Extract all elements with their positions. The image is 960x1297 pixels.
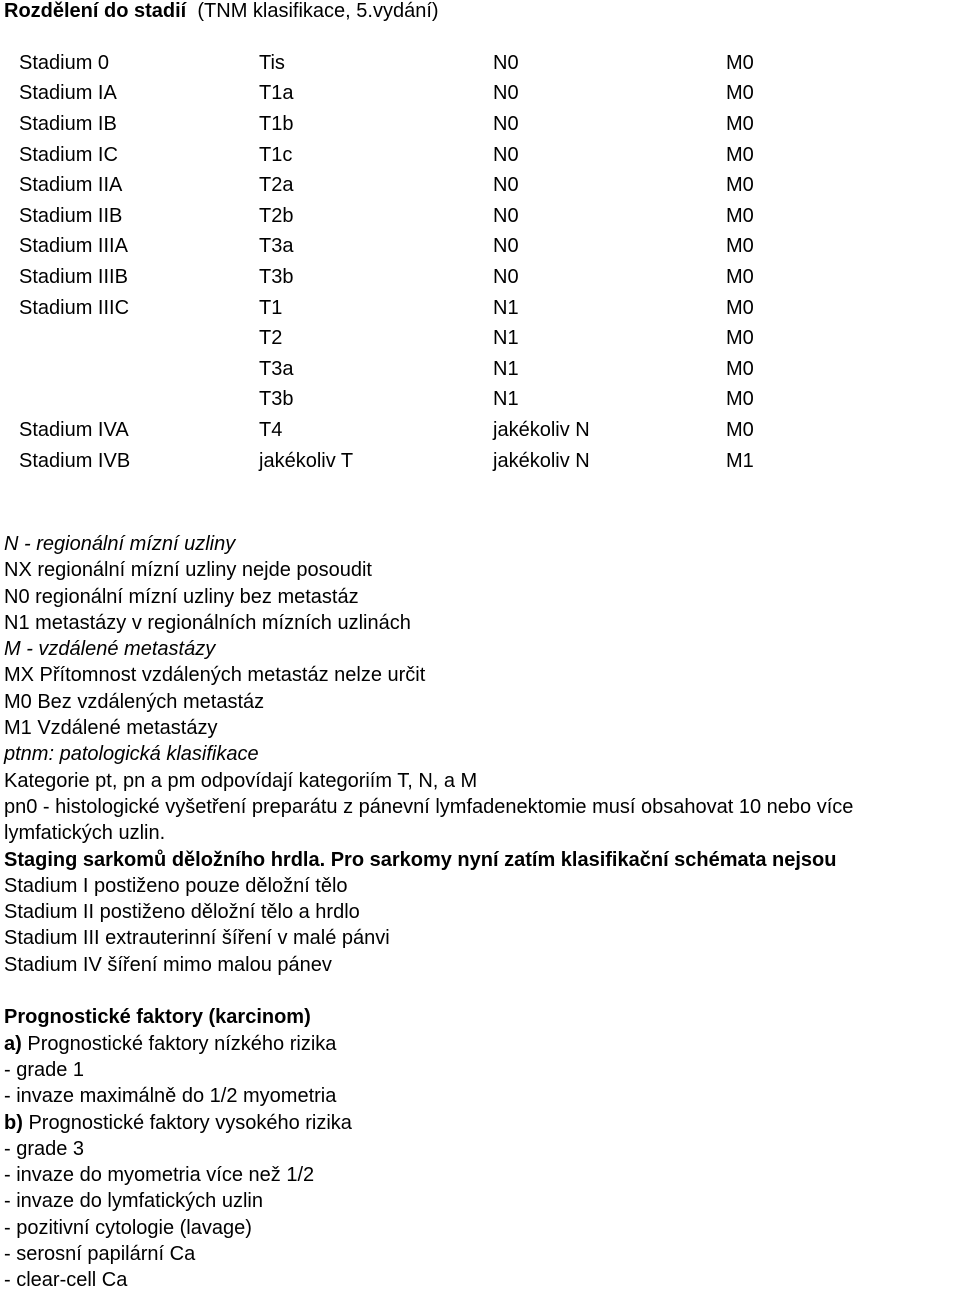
nx-definition: NX regionální mízní uzliny nejde posoudit xyxy=(4,559,372,582)
high-risk-item: - serosní papilární Ca xyxy=(4,1243,196,1266)
high-risk-item: - clear-cell Ca xyxy=(4,1269,128,1292)
t-category-cell: T2 xyxy=(259,327,283,350)
n-title: N - regionální mízní uzliny xyxy=(4,533,236,555)
table-row xyxy=(19,140,786,171)
table-row xyxy=(19,262,786,293)
stage-name-cell: Stadium 0 xyxy=(19,51,110,74)
n1-definition: N1 metastázy v regionálních mízních uzlinách xyxy=(4,611,411,634)
sarcoma-stage: Stadium IV šíření mimo malou pánev xyxy=(4,953,332,976)
ptnm-categories: Kategorie pt, pn a pm odpovídají kategoriím T, N, a M xyxy=(4,769,478,792)
stage-name-cell: Stadium IIIC xyxy=(19,296,130,319)
t-category-cell: T2b xyxy=(259,204,294,227)
table-row xyxy=(19,232,786,263)
n-category-cell: N1 xyxy=(493,296,519,319)
t-category-cell: T1 xyxy=(259,296,283,319)
high-risk-item: - pozitivní cytologie (lavage) xyxy=(4,1216,252,1239)
n-category-cell: N1 xyxy=(493,327,519,350)
n0-definition: N0 regionální mízní uzliny bez metastáz xyxy=(4,585,359,608)
m-category-cell: M0 xyxy=(726,388,754,411)
m-category-cell: M1 xyxy=(726,449,754,472)
t-category-cell: jakékoliv T xyxy=(259,449,354,472)
stage-name-cell: Stadium IVB xyxy=(19,449,131,472)
t-category-cell: T1a xyxy=(259,82,294,105)
m0-definition: M0 Bez vzdálených metastáz xyxy=(4,690,265,713)
m-category-cell: M0 xyxy=(726,204,754,227)
stage-name-cell: Stadium IA xyxy=(19,82,117,105)
t-category-cell: T2a xyxy=(259,174,294,197)
high-risk-heading xyxy=(4,1110,956,1136)
m1-definition: M1 Vzdálené metastázy xyxy=(4,717,218,740)
stage-name-cell: Stadium IIB xyxy=(19,204,123,227)
n-category-cell: jakékoliv N xyxy=(493,449,590,472)
table-row xyxy=(19,385,786,416)
low-risk-item: - invaze maximálně do 1/2 myometria xyxy=(4,1085,337,1108)
t-category-cell: T1b xyxy=(259,112,294,135)
table-row xyxy=(19,446,786,477)
t-category-cell: T3b xyxy=(259,265,294,288)
n-category-cell: N0 xyxy=(493,174,519,197)
sarcoma-stage: Stadium II postiženo děložní tělo a hrdlo xyxy=(4,901,360,924)
stage-name-cell xyxy=(19,354,259,385)
spacer xyxy=(4,978,956,1004)
heading-subtitle: (TNM klasifikace, 5.vydání) xyxy=(197,0,439,22)
n-category-cell: N0 xyxy=(493,235,519,258)
stage-name-cell: Stadium IC xyxy=(19,143,118,166)
n-category-cell: N0 xyxy=(493,82,519,105)
staging-table xyxy=(19,48,786,476)
n-category-cell: N0 xyxy=(493,112,519,135)
m-category-cell: M0 xyxy=(726,51,754,74)
stage-name-cell xyxy=(19,323,259,354)
m-category-cell: M0 xyxy=(726,112,754,135)
sarcoma-stage: Stadium III extrauterinní šíření v malé pánvi xyxy=(4,927,390,950)
t-category-cell: T4 xyxy=(259,418,283,441)
stage-name-cell: Stadium IIA xyxy=(19,174,123,197)
m-category-cell: M0 xyxy=(726,82,754,105)
n-category-cell: N0 xyxy=(493,143,519,166)
mx-definition: MX Přítomnost vzdálených metastáz nelze určit xyxy=(4,664,426,687)
n-category-cell: N0 xyxy=(493,204,519,227)
prognostic-title: Prognostické faktory (karcinom) xyxy=(4,1006,311,1029)
t-category-cell: Tis xyxy=(259,51,285,74)
n-category-cell: jakékoliv N xyxy=(493,418,590,441)
table-row xyxy=(19,323,786,354)
n-category-cell: N0 xyxy=(493,51,519,74)
page-heading xyxy=(4,0,439,23)
m-category-cell: M0 xyxy=(726,265,754,288)
high-risk-item: - grade 3 xyxy=(4,1137,85,1160)
sarcoma-heading: Staging sarkomů děložního hrdla. Pro sarkomy nyní zatím klasifikační schémata nejsou xyxy=(4,848,837,871)
table-row xyxy=(19,354,786,385)
n-category-cell: N0 xyxy=(493,265,519,288)
t-category-cell: T3b xyxy=(259,388,294,411)
notes-section xyxy=(4,531,956,1294)
table-row xyxy=(19,170,786,201)
high-risk-label: Prognostické faktory vysokého rizika xyxy=(28,1111,352,1134)
high-risk-marker: b) xyxy=(4,1111,23,1134)
table-row xyxy=(19,293,786,324)
stage-name-cell xyxy=(19,385,259,416)
ptnm-title: ptnm: patologická klasifikace xyxy=(4,743,259,766)
table-row xyxy=(19,48,786,79)
stage-name-cell: Stadium IIIB xyxy=(19,265,128,288)
high-risk-item: - invaze do lymfatických uzlin xyxy=(4,1190,263,1213)
stage-name-cell: Stadium IVA xyxy=(19,418,129,441)
m-category-cell: M0 xyxy=(726,418,754,441)
t-category-cell: T3a xyxy=(259,357,294,380)
high-risk-item: - invaze do myometria více než 1/2 xyxy=(4,1164,315,1187)
m-category-cell: M0 xyxy=(726,174,754,197)
pn0-definition: pn0 - histologické vyšetření preparátu z pánevní lymfadenektomie musí obsahovat 10 nebo více lymfatických uzlin. xyxy=(4,795,854,845)
t-category-cell: T3a xyxy=(259,235,294,258)
low-risk-marker: a) xyxy=(4,1032,22,1055)
m-category-cell: M0 xyxy=(726,296,754,319)
n-category-cell: N1 xyxy=(493,388,519,411)
stage-name-cell: Stadium IB xyxy=(19,112,117,135)
table-row xyxy=(19,201,786,232)
low-risk-item: - grade 1 xyxy=(4,1058,85,1081)
table-row xyxy=(19,79,786,110)
m-title: M - vzdálené metastázy xyxy=(4,638,216,661)
m-category-cell: M0 xyxy=(726,327,754,350)
n-category-cell: N1 xyxy=(493,357,519,380)
low-risk-label: Prognostické faktory nízkého rizika xyxy=(27,1032,337,1055)
m-category-cell: M0 xyxy=(726,357,754,380)
m-category-cell: M0 xyxy=(726,143,754,166)
sarcoma-stage: Stadium I postiženo pouze děložní tělo xyxy=(4,874,348,897)
heading-title: Rozdělení do stadií xyxy=(4,0,187,22)
m-category-cell: M0 xyxy=(726,235,754,258)
table-row xyxy=(19,415,786,446)
table-row xyxy=(19,109,786,140)
stage-name-cell: Stadium IIIA xyxy=(19,235,128,258)
low-risk-heading xyxy=(4,1031,956,1057)
t-category-cell: T1c xyxy=(259,143,293,166)
